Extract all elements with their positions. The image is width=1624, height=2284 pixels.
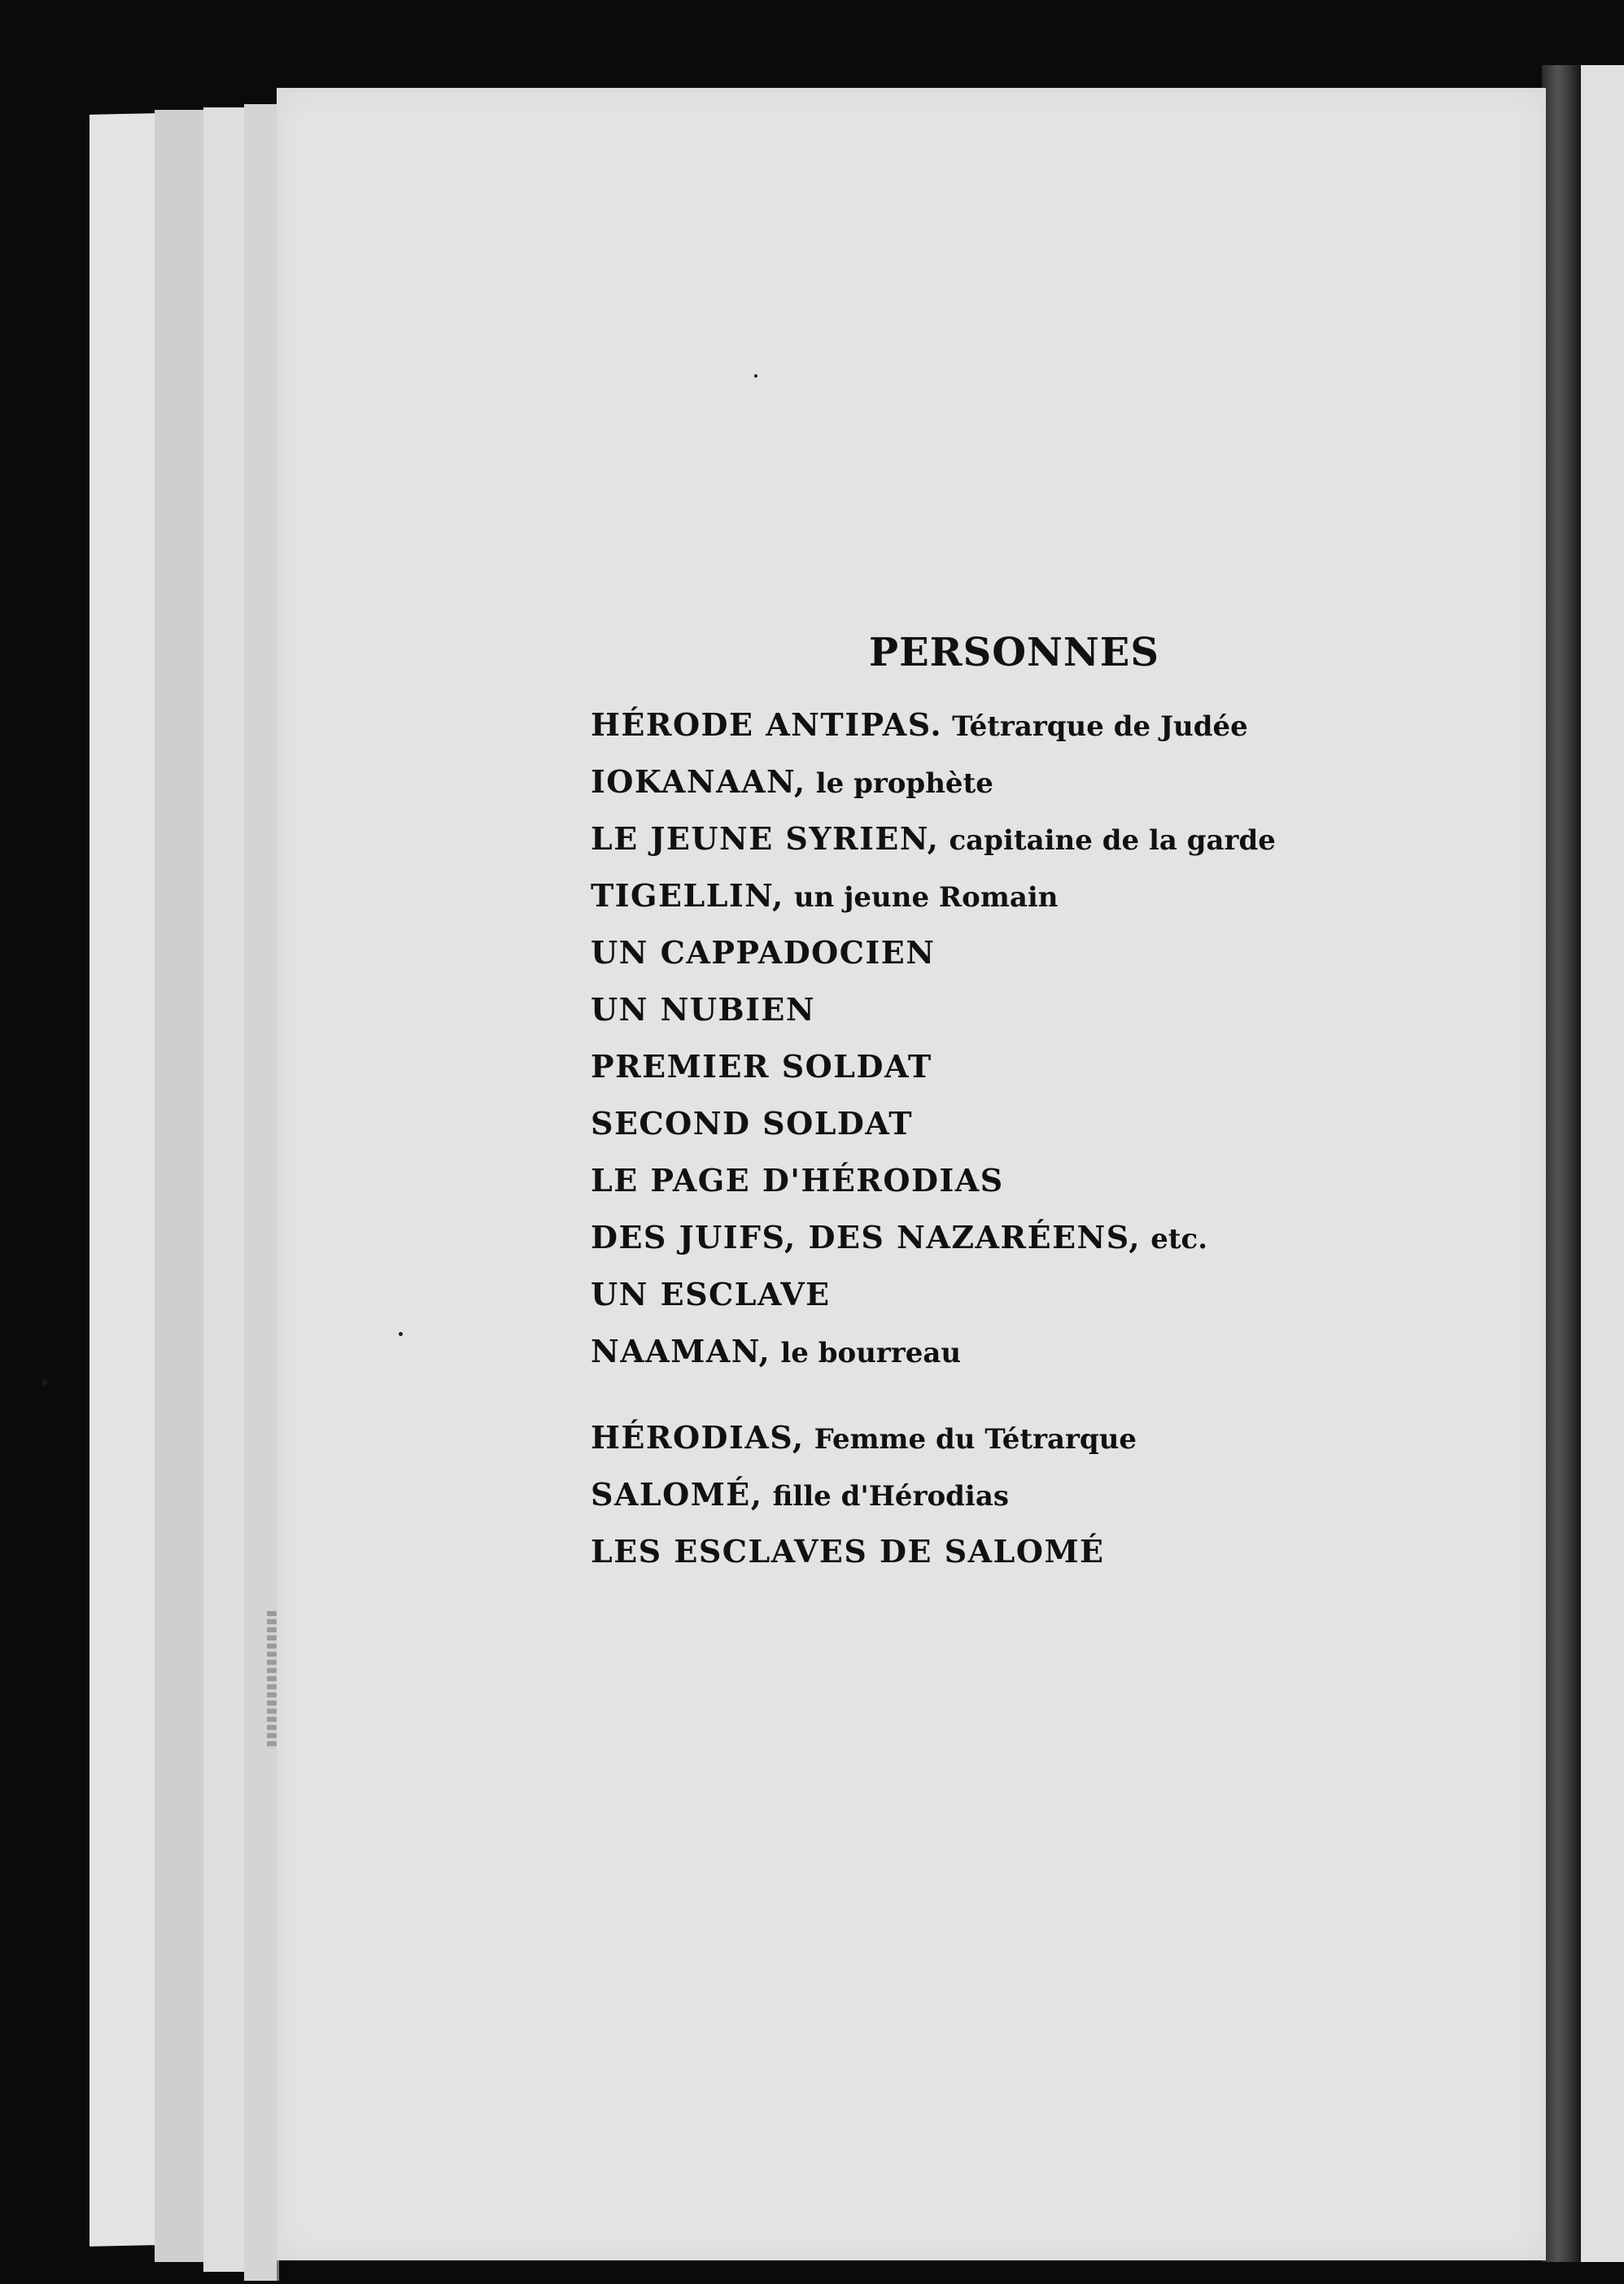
page-edge [203,107,246,2272]
cast-entry [591,697,1276,753]
character-name: NAAMAN, [591,1333,771,1369]
cast-entry [591,1209,1276,1266]
character-description: Tétrarque de Judée [952,710,1248,743]
cast-entry [591,1152,1276,1209]
cast-entry [591,1523,1276,1580]
cast-entry [591,924,1276,981]
page-title: PERSONNES [869,630,1160,676]
page-edge [155,110,206,2262]
page-edge [89,113,156,2247]
character-description: Femme du Tétrarque [814,1423,1137,1456]
character-name: IOKANAAN, [591,763,806,800]
adjacent-page-edge [1581,65,1624,2262]
character-description: le bourreau [780,1337,962,1369]
character-name: HÉRODE ANTIPAS. [591,706,943,743]
character-description: un jeune Romain [793,881,1059,914]
character-name: UN ESCLAVE [591,1276,831,1312]
character-name: LE JEUNE SYRIEN, [591,820,940,857]
character-name: SECOND SOLDAT [591,1105,914,1142]
character-name: UN NUBIEN [591,991,816,1028]
character-name: TIGELLIN, [591,877,784,914]
character-name: HÉRODIAS, [591,1419,805,1456]
character-name: LE PAGE D'HÉRODIAS [591,1162,1004,1199]
character-name: SALOMÉ, [591,1476,763,1513]
character-description: etc. [1150,1223,1208,1256]
character-name: PREMIER SOLDAT [591,1048,932,1085]
cast-entry [591,1323,1276,1380]
cast-entry [591,1038,1276,1095]
paper-speck [754,374,757,378]
character-name: LES ESCLAVES DE SALOMÉ [591,1533,1105,1570]
character-name: DES JUIFS, DES NAZARÉENS, [591,1219,1142,1256]
book-cover-edge [1542,65,1581,2262]
cast-entry [591,810,1276,867]
character-name: UN CAPPADOCIEN [591,934,936,971]
cast-list [591,697,1276,1580]
cast-entry [591,1095,1276,1152]
character-description: capitaine de la garde [949,824,1276,857]
cast-entry [591,1466,1276,1523]
paper-speck [42,1379,47,1386]
character-description: fille d'Hérodias [772,1480,1010,1513]
paper-speck [399,1332,403,1336]
character-description: le prophète [815,767,993,800]
cast-entry [591,1409,1276,1466]
cast-entry [591,867,1276,924]
cast-entry [591,1266,1276,1323]
cast-entry [591,753,1276,810]
page-edge [244,104,279,2281]
cast-entry [591,981,1276,1038]
